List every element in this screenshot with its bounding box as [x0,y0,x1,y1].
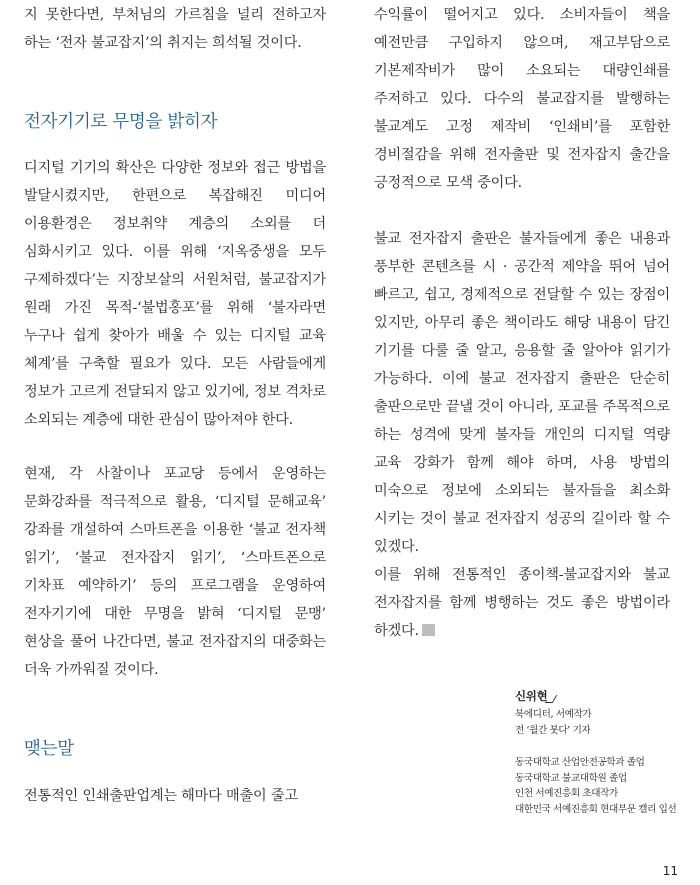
author-career: 대한민국 서예진흥회 현대부문 캘리 입선 [515,803,677,815]
section-heading-conclusion: 맺는말 [24,739,74,759]
body-paragraph: 전통적인 인쇄출판업계는 해마다 매출이 줄고 [24,788,298,804]
body-paragraph: 불교 전자잡지 출판은 불자들에게 좋은 내용과 풍부한 콘텐츠를 시 · 공간적 제약을 뛰어 넘어 빠르고, 쉽고, 경제적으로 전달할 수 있는 장점이 있지만, 아무리 좋은 책이라도 해당 내용이 담긴 기기를 다룰 줄 알고, 응용할 줄 알아야 읽기가 가능하다. 이에 불교 전자잡지 출판은 단순히 출판으로만 끝낼 것이 아니라, 포교를 주목적으로 하는 성격에 맞게 불자들 개인의 디지털 역량 교육 강화가 함께 해야 하며, 사용 방법의 미숙으로 정보에 소외되는 불자들을 최소화 시키는 것이 불교 전자잡지 성공의 길이라 할 수 있겠다. [374,231,670,555]
right-column [374,0,670,645]
intro-paragraph: 지 못한다면, 부처님의 가르침을 널리 전하고자 하는 ‘전자 불교잡지’의 취지는 희석될 것이다. [24,7,326,51]
body-paragraph: 현재, 각 사찰이나 포교당 등에서 운영하는 문화강좌를 적극적으로 활용, ‘디지털 문해교육’ 강좌를 개설하여 스마트폰을 이용한 ‘불교 전자책 읽기’, ‘불교 전자잡지 읽기’, ‘스마트폰으로 기차표 예약하기’ 등의 프로그램을 운영하여 전자기기에 대한 무명을 밝혀 ‘디지털 문맹’ 현상을 풀어 나간다면, 불교 전자잡지의 대중화는 더욱 가까워질 것이다. [24,466,326,678]
end-mark-icon [422,624,435,636]
section-heading-digital: 전자기기로 무명을 밝히자 [24,112,218,132]
author-career: 동국대학교 산업안전공학과 졸업 [515,757,645,768]
body-paragraph: 수익률이 떨어지고 있다. 소비자들이 책을 예전만큼 구입하지 않으며, 재고부담으로 기본제작비가 많이 소요되는 대량인쇄를 주저하고 있다. 다수의 불교잡지를 발행하는 불교계도 고정 제작비 ‘인쇄비’를 포함한 경비절감을 위해 전자출판 및 전자잡지 출간을 긍정적으로 모색 중이다. [374,7,670,191]
closing-text: 이를 위해 전통적인 종이책-불교잡지와 불교 전자잡지를 함께 병행하는 것도 좋은 방법이라 하겠다. [374,567,670,639]
author-career: 인천 서예진흥회 초대작가 [515,788,618,799]
body-paragraph: 디지털 기기의 확산은 다양한 정보와 접근 방법을 발달시켰지만, 한편으로 복잡해진 미디어 이용환경은 정보취약 계층의 소외를 더 심화시키고 있다. 이를 위해 ‘지옥중생을 모두 구제하겠다’는 지장보살의 서원처럼, 불교잡지가 원래 가진 목적-‘불법홍포’를 위해 ‘불자라면 누구나 쉽게 찾아가 배울 수 있는 디지털 교육 체계’를 구축할 필요가 있다. 모든 사람들에게 정보가 고르게 전달되지 않고 있기에, 정보 격차로 소외되는 계층에 대한 관심이 많아져야 한다. [24,160,326,428]
author-bio [515,685,695,817]
author-role: 전 ‘월간 붓다’ 기자 [515,724,591,736]
closing-paragraph [374,561,670,645]
author-name: 신위현 [515,688,553,704]
author-career: 동국대학교 불교대학원 졸업 [515,772,627,784]
left-column [24,0,326,810]
page-number: 11 [662,864,678,878]
author-role: 북에디터, 서예작가 [515,709,592,720]
